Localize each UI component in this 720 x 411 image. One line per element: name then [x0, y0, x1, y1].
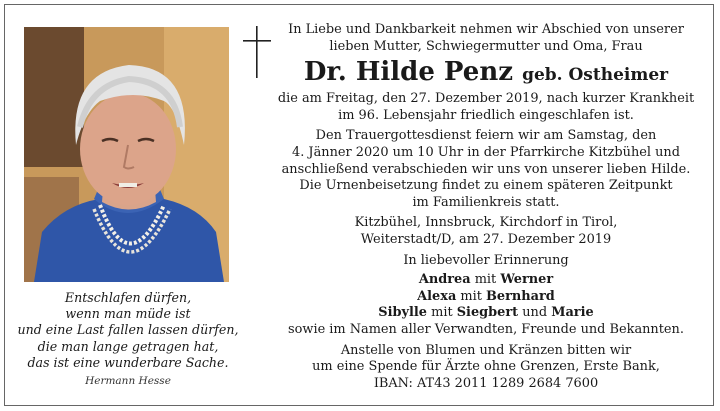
- service-line: 4. Jänner 2020 um 10 Uhr in der Pfarrkirche Kitzbühel und: [292, 144, 680, 160]
- portrait-photo: [24, 27, 229, 282]
- family-line: [276, 289, 696, 306]
- family-name: Alexa: [417, 288, 457, 304]
- family-line: [276, 305, 696, 322]
- service-line: anschließend verabschieden wir uns von unserer lieben Hilde.: [281, 161, 691, 177]
- deceased-name: [276, 56, 696, 91]
- donation-line: um eine Spende für Ärzte ohne Grenzen, Erste Bank,: [312, 359, 660, 375]
- family-name: Bernhard: [486, 288, 555, 304]
- maiden-name: geb. Ostheimer: [522, 65, 669, 86]
- donation-line: Anstelle von Blumen und Kränzen bitten wir: [340, 342, 632, 358]
- family-line: [276, 272, 696, 289]
- family-others-line: sowie im Namen aller Verwandten, Freunde und Bekannten.: [288, 321, 684, 337]
- service-line: Den Trauergottesdienst feiern wir am Samstag, den: [315, 128, 657, 144]
- family-joiner: und: [518, 305, 552, 321]
- quote-line: wenn man müde ist: [65, 306, 191, 322]
- family-joiner: mit: [470, 272, 501, 288]
- family-name: Marie: [551, 305, 594, 321]
- place-date-line: Weiterstadt/D, am 27. Dezember 2019: [360, 231, 612, 247]
- family-name: Andrea: [418, 272, 471, 288]
- intro-line: In Liebe und Dankbarkeit nehmen wir Abschied von unserer: [288, 22, 684, 37]
- quote-line: die man lange getragen hat,: [37, 338, 219, 354]
- service-line: im Familienkreis statt.: [412, 194, 560, 210]
- quote-line: das ist eine wunderbare Sache.: [27, 354, 229, 370]
- quote: [10, 290, 246, 371]
- quote-line: Entschlafen dürfen,: [64, 290, 192, 305]
- family-joiner: mit: [427, 305, 457, 321]
- latin-cross-icon: [240, 22, 274, 80]
- death-line: die am Freitag, den 27. Dezember 2019, nach kurzer Krankheit: [277, 91, 695, 107]
- family-joiner: mit: [456, 288, 487, 304]
- intro-line: lieben Mutter, Schwiegermutter und Oma, Frau: [329, 38, 643, 54]
- notice-text: [276, 22, 696, 392]
- place-date-line: Kitzbühel, Innsbruck, Kirchdorf in Tirol,: [354, 215, 618, 231]
- donation-iban: IBAN: AT43 2011 1289 2684 7600: [373, 375, 599, 391]
- quote-line: und eine Last fallen lassen dürfen,: [17, 322, 239, 338]
- remembrance-line: In liebevoller Erinnerung: [403, 252, 569, 268]
- quote-author: Hermann Hesse: [85, 375, 171, 387]
- service-line: Die Urnenbeisetzung findet zu einem späteren Zeitpunkt: [299, 178, 673, 194]
- family-name: Siegbert: [456, 305, 519, 321]
- family-name: Werner: [500, 272, 554, 288]
- death-line: im 96. Lebensjahr friedlich eingeschlafen ist.: [338, 107, 634, 123]
- deceased-full-name: Dr. Hilde Penz: [303, 57, 513, 88]
- family-name: Sibylle: [378, 305, 427, 321]
